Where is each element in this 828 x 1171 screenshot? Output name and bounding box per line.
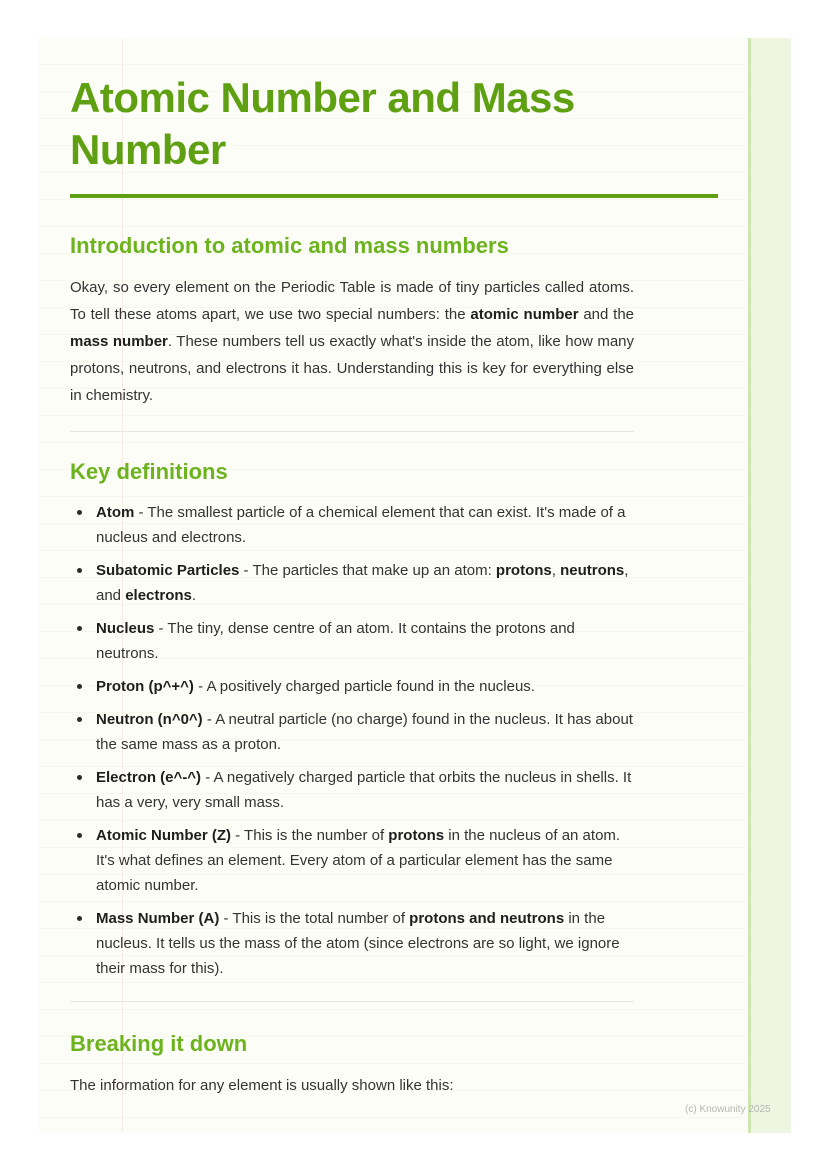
definitions-heading: Key definitions — [70, 459, 228, 484]
page-title: Atomic Number and Mass Number — [70, 74, 575, 173]
list-item-nucleus: Nucleus - The tiny, dense centre of an atom. It contains the protons and neutrons. — [70, 616, 634, 666]
document-content — [70, 72, 718, 1098]
right-margin-strip — [748, 38, 791, 1133]
breakdown-heading: Breaking it down — [70, 1031, 248, 1056]
definitions-list — [70, 500, 634, 981]
section-divider — [70, 1001, 634, 1002]
intro-heading: Introduction to atomic and mass numbers — [70, 233, 509, 258]
list-item-subatomic-particles: Subatomic Particles - The particles that make up an atom: protons, neutrons, and electrons. — [70, 558, 634, 608]
list-item-electron: Electron (e^-^) - A negatively charged particle that orbits the nucleus in shells. It has a very, very small mass. — [70, 765, 634, 815]
list-item-atom: Atom - The smallest particle of a chemical element that can exist. It's made of a nucleus and electrons. — [70, 500, 634, 550]
list-item-atomic-number: Atomic Number (Z) - This is the number of protons in the nucleus of an atom. It's what defines an element. Every atom of a particular element has the same atomic number. — [70, 823, 634, 898]
breakdown-paragraph: The information for any element is usually shown like this: — [70, 1077, 454, 1094]
list-item-neutron: Neutron (n^0^) - A neutral particle (no charge) found in the nucleus. It has about the same mass as a proton. — [70, 707, 634, 757]
list-item-proton: Proton (p^+^) - A positively charged particle found in the nucleus. — [70, 674, 634, 699]
intro-paragraph: Okay, so every element on the Periodic Table is made of tiny particles called atoms. To tell these atoms apart, we use two special numbers: the atomic number and the mass number. These numbers tell us exactly what's inside the atom, like how many protons, neutrons, and electrons it has. Understanding this is key for everything else in chemistry. — [70, 279, 635, 404]
section-divider — [70, 431, 634, 432]
list-item-mass-number: Mass Number (A) - This is the total number of protons and neutrons in the nucleus. It tells us the mass of the atom (since electrons are so light, we ignore their mass for this). — [70, 906, 634, 981]
title-underline — [70, 194, 718, 198]
copyright-footer: (c) Knowunity 2025 — [685, 1104, 771, 1115]
